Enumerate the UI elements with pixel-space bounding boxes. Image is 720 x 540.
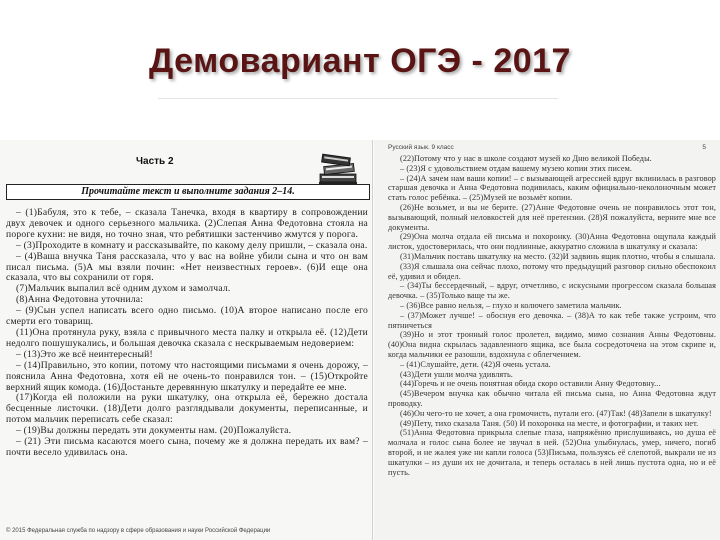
paragraph: (45)Вечером внучка как обычно читала ей письма сына, но Анна Федотовна ждут проводку. [388, 389, 716, 408]
paragraph: (29)Она молча отдала ей письма и похоронку. (30)Анна Федотовна ощупала каждый листок, удостоверилась, что они подлинные, аккуратно сложила в шкатулку и сказала: [388, 232, 716, 252]
paragraph: (7)Мальчик выпалил всё одним духом и замолчал. [16, 283, 231, 295]
paragraph: (44)Горечь и не очень понятная обида скоро оставили Анну Федотовну... [400, 379, 661, 389]
right-text-body [388, 154, 716, 477]
paragraph: (26)Не возьмет, и вы не берите. (27)Анне Федотовне очень не понравилось этот тон, вызывающий, полный неловкостей для неё претензии. (28)Я пожалуйста, верните мне все документы. [388, 202, 716, 232]
paragraph: – (37)Может лучше! – обоснуя его девочка. – (38)А то как тебе также устроим, что пятничеться [388, 310, 716, 330]
page-footer: © 2015 Федеральная служба по надзору в сфере образования и науки Российской Федерации [6, 528, 271, 534]
paragraph: – (36)Все равно нельзя, – глухо и колючего заметила мальчик. [400, 300, 622, 310]
paragraph: – (14)Правильно, это копии, потому что настоящими письмами я очень дорожу, – пояснила Анна Федотовна, хотя ей не очень-то понравился тон. – (15)Откройте верхний ящик комода. (16)Достаньте деревянную шкатулку и передайте ее мне. [6, 359, 368, 393]
page-header-title: Русский язык. 9 класс [388, 144, 454, 151]
slide-title: Демовариант ОГЭ - 2017 [149, 42, 571, 80]
paragraph: (33)Я слышала она сейчас плохо, потому что предыдущий разговор сильно обеспокоил её, удивил и обидел. [388, 261, 716, 281]
page-header [388, 144, 706, 151]
paragraph: (17)Когда ей положили на руки шкатулку, она открыла её, бережно достала бесценные листочки. (18)Дети долго разглядывали документы, переписанные, и потом мальчик переписать себе сказал: [6, 392, 368, 426]
scanned-exam-pages [0, 140, 720, 540]
paragraph: (39)Но и этот тронный голос пролетел, видимо, мимо сознания Анны Федотовны. (40)Она видна скрылась задавленного ящика, все была сосредоточена на этом скрипе и, когда мальчики ее разошли, вздохнула с облегчением. [388, 330, 716, 359]
paragraph: – (1)Бабуля, это к тебе, – сказала Танечка, входя в квартиру в сопровождении двух девочек и одного серьезного мальчика. (2)Слепая Анна Федотовна стояла на пороге кухни: не видя, но точно зная, что ребятишки застенчиво жмутся у порога. [6, 207, 368, 240]
paragraph: (46)Он чего-то не хочет, а она громочисть, путали его. (47)Так! (48)Запели в шкатулку! [400, 408, 712, 418]
paragraph: – (3)Проходите в комнату и рассказывайте, по какому делу пришли, – сказала она. [16, 239, 368, 251]
title-divider [158, 98, 558, 99]
paragraph: (11)Она протянула руку, взяла с привычного места палку и открыла её. (12)Дети недолго пошушукались, и большая девочка сказала с нескрываемым недоверием: [6, 326, 368, 349]
paragraph: (43)Дети ушли молча удивлять. [400, 369, 513, 379]
paragraph: – (23)Я с удовольствием отдам вашему музею копии этих писем. [400, 163, 633, 173]
paragraph: (31)Мальчик поставь шкатулку на место. (32)И задвинь ящик плотно, чтобы я слышала. [400, 251, 716, 261]
paragraph: – (41)Слушайте, дети. (42)Я очень устала. [400, 359, 551, 369]
paragraph: (8)Анна Федотовна уточнила: [16, 294, 144, 306]
paragraph: (51)Анна Федотовна прикрыла слепые глаза, напряжённо прислушиваясь, но душа её молчала и голос сына более не звучал в ней. (52)Она улыбнулась, умер, ничего, погиб второй, и не жалея уже ни капли голоса (53)Письма, пользуясь её слепотой, выкрали не из шкатулки – из души их не дочитала, и теперь осталась в ней лишь пустота одна, но и её пусть. [388, 428, 716, 477]
left-page [0, 140, 373, 540]
paragraph: – (34)Ты бессердечный, – вдруг, отчетливо, с искусными прогрессом сказала большая девочка. – (35)Только ваще ты же. [388, 281, 716, 301]
left-text-body [6, 208, 368, 459]
paragraph: (22)Потому что у нас в школе создают музей ко Дню великой Победы. [400, 154, 652, 163]
task-heading: Прочитайте текст и выполните задания 2–14. [6, 184, 370, 200]
paragraph: – (24)А зачем нам ваши копии! – с вызывающей агрессией вдруг вклинилась в разговор старшая девочка и Анна Федотовна подивилась, каким официально-неколоночным может стать голос ребёнка. – (25)Музей не возьмёт копии. [388, 173, 716, 203]
paragraph: – (4)Ваша внучка Таня рассказала, что у вас на войне убили сына и что он вам писал письма. (5)А мы взяли почин: «Нет неизвестных героев». (6)И еще она сказала, что вы сохранили от горя. [6, 250, 368, 284]
paragraph: – (9)Сын успел написать всего одно письмо. (10)А второе написано после его смерти его товарищ. [6, 305, 368, 328]
paragraph: (49)Пету, тихо сказала Таня. (50) И похоронка на месте, и фотографии, и таких нет. [400, 418, 699, 428]
paragraph: – (13)Это же всё неинтересный! [16, 348, 153, 360]
part-label: Часть 2 [136, 156, 174, 167]
page-number: 5 [702, 144, 706, 151]
right-page [374, 140, 720, 540]
paragraph: – (21) Эти письма касаются моего сына, почему же я должна передать их вам? – почти весело удивилась она. [6, 436, 368, 458]
paragraph: – (19)Вы должны передать эти документы нам. (20)Пожалуйста. [16, 425, 292, 437]
